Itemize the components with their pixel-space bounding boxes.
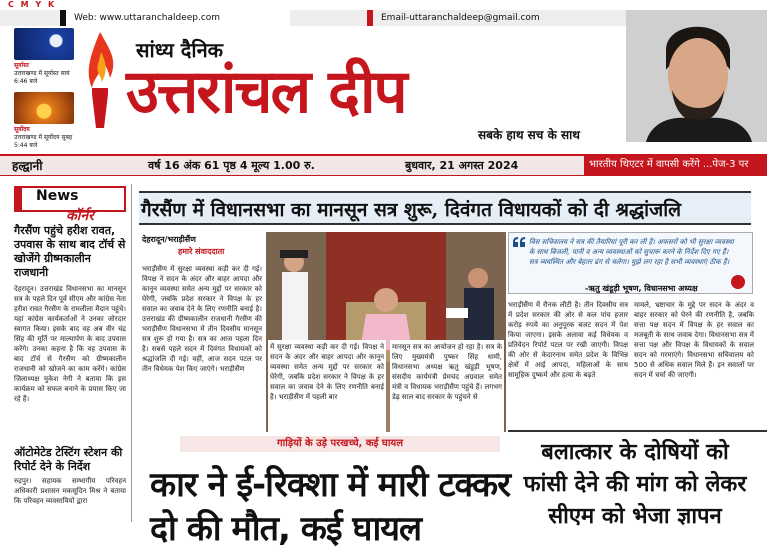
story-column-2: में सुरक्षा व्यवस्था कड़ी कर दी गई। विपक्ष ने सदन के अंदर और बाहर आपदा और कानून व्यवस्था समेत अन्य मुद्दों पर सरकार को घेरेगी, जबकि प्रदेश सरकार ने विपक्ष के हर सवाल का जवाब देने के लिए रणनीति बनाई है। भराड़ीसैंण में पहली बार xyxy=(268,340,386,434)
issue-date: बुधवार, 21 अगस्त 2024 xyxy=(405,159,519,172)
dateline: देहरादून/भराड़ीसैंण xyxy=(142,235,196,244)
sunrise-detail: उत्तराखण्ड में सूर्योदय सुबह 5:44 बजे xyxy=(14,134,73,149)
accident-headline[interactable]: कार ने ई-रिक्शा में मारी टक्कर xyxy=(150,465,511,505)
quote-text: विस सचिवालय ने सत्र की तैयारियां पूरी कर ली हैं। अफसरों को भी सुरक्षा व्यवस्था के साथ बिजली, पानी व अन्य व्यवस्थाओं को सुचारू करने के निर्देश दिए गए हैं। सत्र व्यवस्थित और बेहतर ढंग से चलेगा। मुझे लग रहा है सभी व्यवस्थाएं ठीक हैं। xyxy=(529,238,734,266)
accident-kicker: गाड़ियों के उड़े परखच्चे, कई घायल xyxy=(180,436,500,452)
sunrise-label: सूर्योदय xyxy=(14,126,30,133)
news-label: News xyxy=(36,188,79,204)
corner-label: कॉर्नर xyxy=(66,208,94,224)
memo-headline-line2[interactable]: फांसी देने की मांग को लेकर xyxy=(523,471,747,497)
left-body-2: रुद्रपुर। सहायक सम्भागीय परिवहन अधिकारी प्रशासन मकसूदिन मिश्र ने बताया कि परिवहन व्यवसायियों द्वारा xyxy=(14,477,126,505)
quote-author: -ऋतु खंडूड़ी भूषण, विधानसभा अध्यक्ष xyxy=(585,284,698,293)
sunrise-image xyxy=(14,92,74,124)
left-headline-2[interactable]: ऑटोमेटेड टेस्टिंग स्टेशन की रिपोर्ट देने के निर्देश xyxy=(14,446,123,473)
person-photo-icon xyxy=(626,10,767,142)
sunset-label: सूर्यास्त xyxy=(14,62,29,69)
masthead-subtitle: सांध्य दैनिक xyxy=(136,38,224,62)
edition-city: हल्द्वानी xyxy=(12,159,43,173)
issue-info: वर्ष 16 अंक 61 पृष्ठ 4 मूल्य 1.00 रु. xyxy=(148,159,315,172)
quote-open-icon xyxy=(513,237,525,247)
main-headline[interactable]: गैरसैंण में विधानसभा का मानसून सत्र शुरू, दिवंगत विधायकों को दी श्रद्धांजलि xyxy=(141,199,681,221)
promo-photo[interactable] xyxy=(626,10,767,142)
memo-headline-line3[interactable]: सीएम को भेजा ज्ञापन xyxy=(548,503,722,529)
sunset-detail: उत्तराखण्ड में सूर्यास्त सायं 6:46 बजे xyxy=(14,70,70,85)
sunset-image xyxy=(14,28,74,60)
cmyk-mark: C M Y K xyxy=(8,0,57,9)
flame-logo-icon xyxy=(80,30,120,130)
left-headline-1[interactable]: गैरसैंण पहुंचे हरीश रावत, उपवास के साथ बाद टॉर्च से खोजेंगे ग्रीष्मकालीन राजधानी xyxy=(14,224,126,279)
website-link[interactable]: Web: www.uttaranchaldeep.com xyxy=(60,10,290,26)
story-column-3: मानसून सत्र का आयोजन हो रहा है। सत्र के लिए मुख्यमंत्री पुष्कर सिंह धामी, विधानसभा अध्यक्ष ऋतु खंडूड़ी भूषण, संसदीय कार्यमंत्री प्रेमचंद अग्रवाल समेत मंत्री व विधायक भराड़ीसैंण पहुंचे हैं। लगभग डेढ़ साल बाद सरकार के पहुंचने से xyxy=(390,340,504,434)
memo-headline-line1[interactable]: बलात्कार के दोषियों को xyxy=(541,439,729,465)
story-column-1: भराड़ीसैंण में सुरक्षा व्यवस्था कड़ी कर दी गई। विपक्ष ने सदन के अंदर और बाहर आपदा और कानून व्यवस्था समेत अन्य मुद्दों पर सरकार को घेरेगी, जबकि प्रदेश सरकार ने विपक्ष के हर सवाल का जवाब देने के लिए रणनीति बनाई है। उत्तराखंड की ग्रीष्मकालीन राजधानी गैरसैंण की भराड़ीसैंण विधानसभा में तीन दिवसीय मानसून सत्र शुरू हो गया है। सत्र का आज पहला दिन है। सबसे पहले सदन में दिवंगत विधायकों को श्रद्धांजलि दी गई। वहीं, आज सदन पटल पर तीन विधेयक पेश किए जाएंगे। भराड़ीसैंण xyxy=(142,265,262,373)
promo-teaser[interactable]: भारतीय थिएटर में वापसी करेंगे ...पेज-3 पर xyxy=(584,154,767,176)
quote-close-icon xyxy=(730,274,746,290)
story-column-5: मामले, भ्रष्टाचार के मुद्दे पर सदन के अंदर व बाहर सरकार को घेरने की रणनीति है, जबकि सत्ता पक्ष सदन में विपक्ष के हर सवाल का मजबूती के साथ जवाब देगा। विधानसभा सत्र में सत्ता पक्ष और विपक्ष के विधायकों के सवाल सदन को गरमाएंगे। विधानसभा सचिवालय को 500 से अधिक सवाल मिले हैं। इन सवालों पर सदन में चर्चा की जाएगी। xyxy=(634,301,754,379)
column-divider xyxy=(131,184,132,522)
email-link[interactable]: Email-uttaranchaldeep@gmail.com xyxy=(367,10,622,26)
story-column-4: भराड़ीसैंण में रौनक लौटी है। तीन दिवसीय सत्र में प्रदेश सरकार की ओर से कल पांच हजार करोड़ रुपये का अनुपूरक बजट सदन में पेश किया जाएगा। इसके अलावा कई विधेयक व प्रतिवेदन रिपोर्ट पटल पर रखी जाएगी। विपक्ष की ओर से केदारनाथ समेत प्रदेश के विभिन्न क्षेत्रों में आई आपदा, महिलाओं के साथ सामूहिक दुष्कर्म और हत्या के बढ़ते xyxy=(508,301,628,379)
masthead-title: उत्तरांचल दीप xyxy=(126,57,406,127)
left-body-1: देहरादून। उत्तराखंड विधानसभा का मानसून सत्र के पहले दिन पूर्व सीएम और कांग्रेस नेता हरीश रावत गैरसैंण के रामलीला मैदान पहुंचे। यहां कांग्रेस कार्यकर्ताओं ने उनका जोरदार स्वागत किया। इसके बाद वह अब वीर चंद्र सिंह की मूर्ति पर माल्यार्पण के बाद उपवास करेंगे। उनका कहना है कि वह उपवास के बाद टॉर्च से गैरसैंण को ग्रीष्मकालीन राजधानी को खोजने का काम करेंगे। कांग्रेस जिलाध्यक्ष मुकेश नेगी ने बताया कि इस कार्यक्रम को सफल बनाने के प्रयास किए जा रहे हैं। xyxy=(14,285,126,403)
accident-headline-line2[interactable]: दो की मौत, कई घायल xyxy=(150,509,422,549)
masthead-tagline: सबके हाथ सच के साथ xyxy=(478,128,580,142)
byline: हमारे संवाददाता xyxy=(178,247,225,256)
